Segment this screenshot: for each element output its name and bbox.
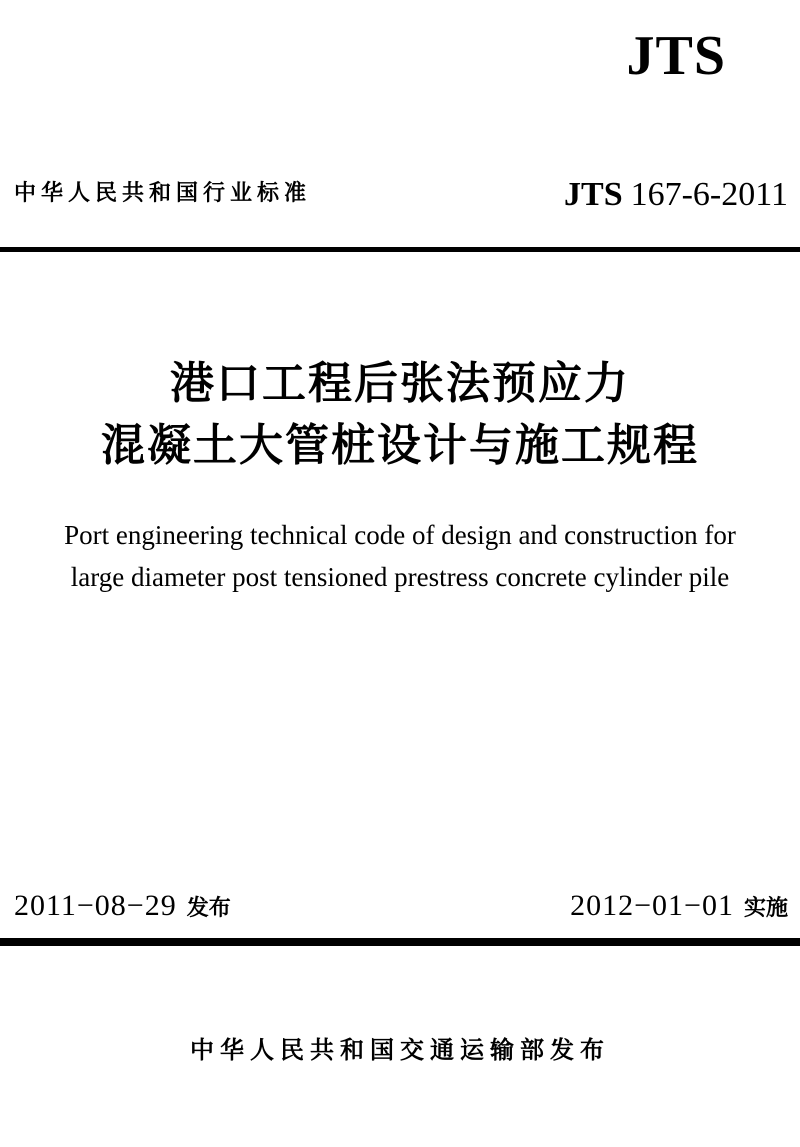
title-en-line1: Port engineering technical code of design and construction for: [64, 520, 736, 550]
standard-code: [564, 175, 788, 216]
title-cn-line2: 混凝土大管桩设计与施工规程: [101, 420, 699, 471]
release-label: 发布: [186, 896, 231, 921]
implementation-date-block: [570, 888, 788, 924]
standard-type: 中华人民共和国行业标准: [14, 181, 312, 206]
bottom-divider: [0, 938, 800, 946]
jts-logo: JTS: [626, 25, 726, 87]
implementation-date: 2012−01−01: [570, 889, 734, 922]
publisher: 中华人民共和国交通运输部发布: [190, 1036, 610, 1064]
implementation-label: 实施: [743, 896, 788, 921]
release-date: 2011−08−29: [14, 889, 177, 922]
standard-code-prefix: JTS: [564, 176, 623, 213]
release-date-block: [14, 888, 231, 924]
title-en-line2: large diameter post tensioned prestress concrete cylinder pile: [70, 562, 730, 592]
title-cn-line1: 港口工程后张法预应力: [170, 358, 630, 409]
standard-code-number: 167-6-2011: [630, 176, 788, 213]
top-divider: [0, 247, 800, 252]
